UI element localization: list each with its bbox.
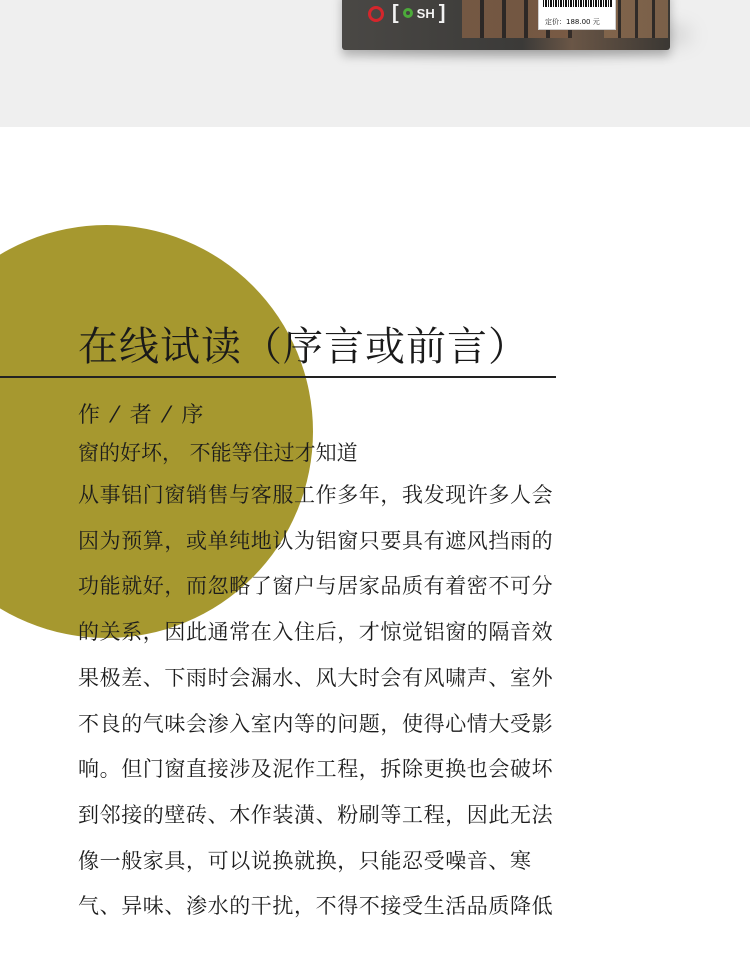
body-line: 从事铝门窗销售与客服工作多年，我发现许多人会 <box>78 483 554 507</box>
preface-subtitle: 窗的好坏， 不能等住过才知道 <box>78 441 358 465</box>
byline-part: 序 <box>181 403 207 428</box>
byline-part: 者 <box>129 403 155 428</box>
barcode-icon <box>543 0 613 7</box>
green-ring-icon <box>403 8 413 18</box>
bracket-right-icon: ] <box>438 2 446 24</box>
book-cover-band <box>0 0 750 127</box>
body-line: 到邻接的壁砖、木作装潢、粉刷等工程，因此无法 <box>78 802 554 827</box>
preface-content <box>78 397 678 930</box>
imprint-logo <box>392 2 445 24</box>
author-preface-label <box>78 397 678 435</box>
body-line: 像一般家具，可以说换就换，只能忍受噪音、寒 <box>78 848 532 873</box>
bracket-left-icon: [ <box>392 2 399 24</box>
body-line: 响。但门窗直接涉及泥作工程，拆除更换也会破坏 <box>78 757 554 782</box>
body-line: 果极差、下雨时会漏水、风大时会有风啸声、室外 <box>78 665 554 690</box>
book-price: 定价：188.00 元 <box>545 18 600 26</box>
page-title: 在线试读（序言或前言） <box>78 324 529 370</box>
body-line: 气、异味、渗水的干扰，不得不接受生活品质降低 <box>78 894 554 919</box>
imprint-sh-mark: SH <box>416 5 435 21</box>
body-line: 因为预算，或单纯地认为铝窗只要具有遮风挡雨的 <box>78 528 554 553</box>
barcode-card <box>538 0 616 30</box>
publisher-logo-icon <box>368 6 384 22</box>
title-underline <box>0 376 556 378</box>
body-line: 的关系，因此通常在入住后，才惊觉铝窗的隔音效 <box>78 620 554 645</box>
body-line: 功能就好，而忽略了窗户与居家品质有着密不可分 <box>78 574 554 599</box>
body-line: 不良的气味会渗入室内等的问题，使得心情大受影 <box>78 711 554 736</box>
slash-divider: ⁄ <box>103 403 130 428</box>
slash-divider: ⁄ <box>154 403 182 428</box>
section-header <box>78 318 556 376</box>
book-cover-bottom <box>342 0 670 50</box>
byline-part: 作 <box>78 403 104 428</box>
